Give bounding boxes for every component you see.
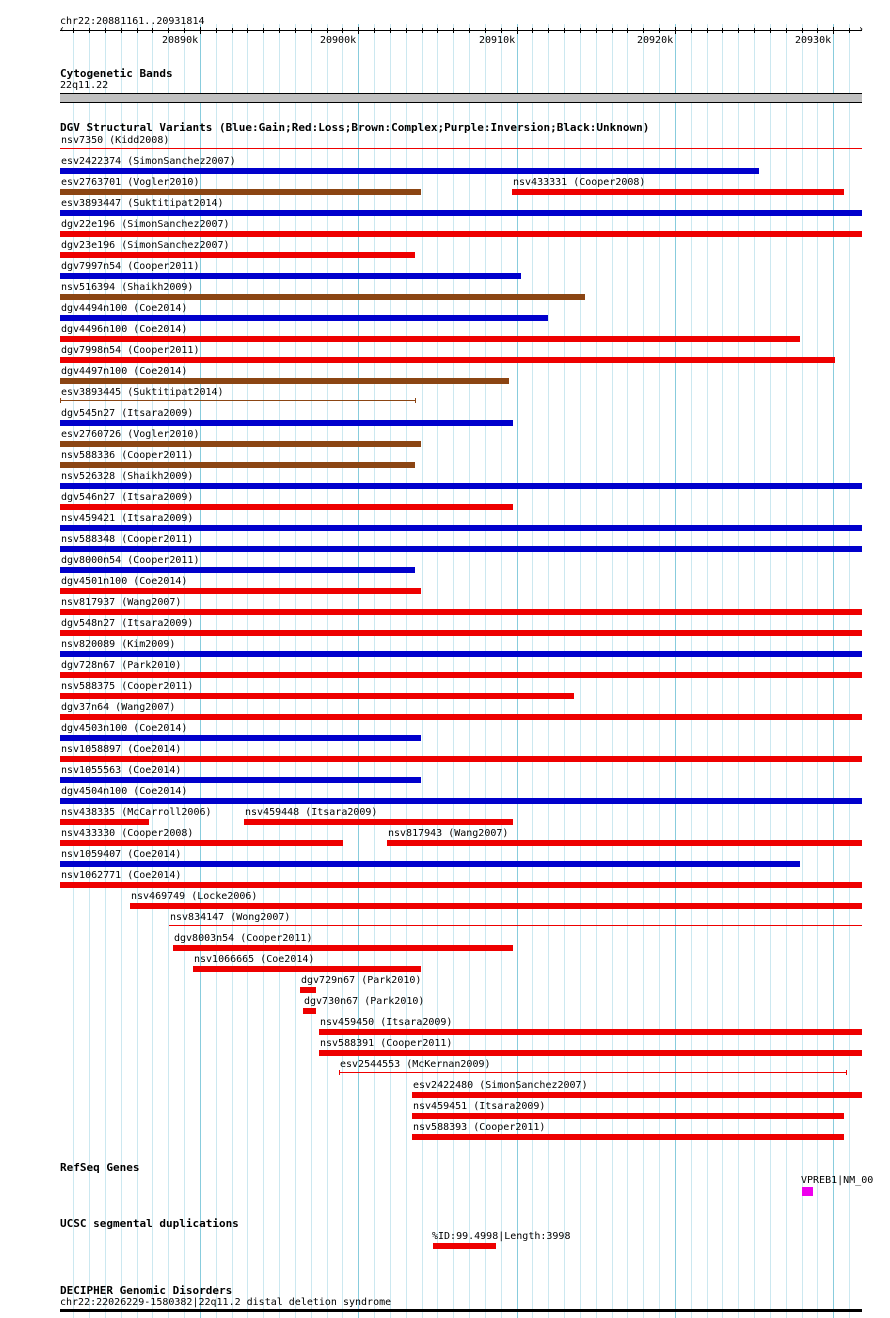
ruler-tick	[216, 28, 217, 33]
ruler-right-arrow-icon: ›	[858, 24, 865, 35]
dgv-variant-label: nsv1055563 (Coe2014)	[61, 765, 182, 776]
dgv-variant-label: nsv433330 (Cooper2008)	[61, 828, 194, 839]
ruler-tick	[770, 28, 771, 33]
ruler-tick	[311, 28, 312, 33]
dgv-variant-feature[interactable]	[339, 1072, 846, 1073]
dgv-variant-feature[interactable]	[60, 273, 521, 279]
decipher-label: chr22:22026229-1580382|22q11.2 distal deletion syndrome	[60, 1297, 392, 1308]
cytoband-label: 22q11.22	[60, 80, 109, 91]
dgv-variant-feature[interactable]	[60, 336, 800, 342]
dgv-variant-feature[interactable]	[60, 420, 513, 426]
dgv-variant-label: esv3893445 (Suktitipat2014)	[61, 387, 224, 398]
dgv-variant-label: nsv817943 (Wang2007)	[388, 828, 509, 839]
ruler-tick	[453, 28, 454, 33]
dgv-variant-feature[interactable]	[512, 189, 844, 195]
ruler-tick	[501, 28, 502, 33]
dgv-variant-label: esv2422480 (SimonSanchez2007)	[413, 1080, 588, 1091]
dgv-variant-feature[interactable]	[60, 483, 862, 489]
dgv-variant-label: nsv7350 (Kidd2008)	[61, 135, 170, 146]
dgv-variant-feature[interactable]	[412, 1092, 862, 1098]
dgv-variant-label: dgv728n67 (Park2010)	[61, 660, 182, 671]
dgv-variant-label: nsv459421 (Itsara2009)	[61, 513, 194, 524]
dgv-variant-label: dgv730n67 (Park2010)	[304, 996, 425, 1007]
ruler-tick	[802, 28, 803, 33]
ruler-tick	[849, 28, 850, 33]
dgv-variant-label: nsv588391 (Cooper2011)	[320, 1038, 453, 1049]
dgv-variant-label: dgv4504n100 (Coe2014)	[61, 786, 188, 797]
ruler-tick	[422, 28, 423, 33]
dgv-variant-label: esv3893447 (Suktitipat2014)	[61, 198, 224, 209]
dgv-variant-label: esv2760726 (Vogler2010)	[61, 429, 200, 440]
ruler-tick	[137, 28, 138, 33]
ruler-tick	[548, 28, 549, 33]
ruler-tick	[485, 28, 486, 33]
dgv-variant-feature[interactable]	[193, 966, 421, 972]
refseq-title: RefSeq Genes	[60, 1161, 140, 1174]
dgv-variant-label: nsv459451 (Itsara2009)	[413, 1101, 546, 1112]
dgv-variant-feature[interactable]	[169, 925, 862, 926]
dgv-variant-feature[interactable]	[60, 651, 862, 657]
ruler-tick-label: 20920k	[637, 35, 674, 46]
dgv-variant-label: nsv1058897 (Coe2014)	[61, 744, 182, 755]
dgv-variant-feature[interactable]	[387, 840, 862, 846]
dgv-variant-label: nsv588336 (Cooper2011)	[61, 450, 194, 461]
dgv-variant-feature[interactable]	[60, 189, 421, 195]
dgv-variant-label: dgv37n64 (Wang2007)	[61, 702, 176, 713]
ruler-tick	[121, 28, 122, 33]
ruler-tick	[564, 28, 565, 33]
ruler-tick	[722, 28, 723, 33]
dgv-variant-feature[interactable]	[60, 462, 415, 468]
ruler-tick	[738, 28, 739, 33]
ruler-tick	[73, 28, 74, 33]
dgv-variant-label: dgv8000n54 (Cooper2011)	[61, 555, 200, 566]
dgv-variant-label: esv2763701 (Vogler2010)	[61, 177, 200, 188]
refseq-gene-feature[interactable]	[802, 1187, 813, 1196]
dgv-variant-label: nsv459450 (Itsara2009)	[320, 1017, 453, 1028]
dgv-variant-feature[interactable]	[60, 357, 835, 363]
dgv-variant-feature[interactable]	[60, 840, 343, 846]
ruler-tick	[437, 28, 438, 33]
dgv-variant-feature[interactable]	[60, 798, 862, 804]
dgv-variant-label: dgv4501n100 (Coe2014)	[61, 576, 188, 587]
dgv-variant-label: nsv834147 (Wong2007)	[170, 912, 291, 923]
dgv-variant-feature[interactable]	[60, 756, 862, 762]
ruler-tick	[247, 28, 248, 33]
dgv-variant-feature[interactable]	[60, 378, 509, 384]
dgv-variant-feature[interactable]	[60, 672, 862, 678]
dgv-variant-label: dgv7998n54 (Cooper2011)	[61, 345, 200, 356]
dgv-variant-feature[interactable]	[244, 819, 513, 825]
ruler-tick	[517, 27, 518, 34]
dgv-variant-endcap	[60, 398, 61, 403]
dgv-variant-endcap	[339, 1070, 340, 1075]
ruler-tick	[184, 28, 185, 33]
dgv-variant-feature[interactable]	[130, 903, 862, 909]
dgv-variant-label: dgv548n27 (Itsara2009)	[61, 618, 194, 629]
ruler-tick	[200, 27, 201, 34]
cytoband-title: Cytogenetic Bands	[60, 67, 173, 80]
ruler-tick	[374, 28, 375, 33]
ruler-tick	[580, 28, 581, 33]
dgv-variant-label: nsv1059407 (Coe2014)	[61, 849, 182, 860]
dgv-variant-feature[interactable]	[60, 252, 415, 258]
dgv-variant-feature[interactable]	[60, 525, 862, 531]
ruler-tick	[279, 28, 280, 33]
dgv-variant-label: nsv1066665 (Coe2014)	[194, 954, 315, 965]
dgv-variant-feature[interactable]	[60, 714, 862, 720]
dgv-variant-feature[interactable]	[60, 735, 421, 741]
dgv-variant-label: nsv820089 (Kim2009)	[61, 639, 176, 650]
ruler-tick-label: 20910k	[479, 35, 516, 46]
dgv-variant-label: nsv433331 (Cooper2008)	[513, 177, 646, 188]
dgv-variant-label: dgv7997n54 (Cooper2011)	[61, 261, 200, 272]
ruler-tick	[295, 28, 296, 33]
ruler-tick	[168, 28, 169, 33]
dgv-variant-feature[interactable]	[412, 1134, 844, 1140]
ruler-tick	[327, 28, 328, 33]
dgv-variant-label: dgv4503n100 (Coe2014)	[61, 723, 188, 734]
ruler-tick	[89, 28, 90, 33]
dgv-variant-feature[interactable]	[60, 441, 421, 447]
ruler-tick	[691, 28, 692, 33]
dgv-title: DGV Structural Variants (Blue:Gain;Red:Loss;Brown:Complex;Purple:Inversion;Black:Unknown)	[60, 121, 650, 134]
dgv-variant-label: dgv729n67 (Park2010)	[301, 975, 422, 986]
ruler-tick	[469, 28, 470, 33]
ruler-tick	[390, 28, 391, 33]
dgv-variant-label: esv2422374 (SimonSanchez2007)	[61, 156, 236, 167]
segdup-title: UCSC segmental duplications	[60, 1217, 239, 1230]
dgv-variant-feature[interactable]	[60, 630, 862, 636]
ruler-tick	[627, 28, 628, 33]
ruler-tick	[263, 28, 264, 33]
ruler-tick	[612, 28, 613, 33]
ruler-tick	[406, 28, 407, 33]
dgv-variant-feature[interactable]	[60, 504, 513, 510]
dgv-variant-feature[interactable]	[60, 400, 415, 401]
decipher-title: DECIPHER Genomic Disorders	[60, 1284, 233, 1297]
dgv-variant-feature[interactable]	[319, 1050, 862, 1056]
dgv-variant-feature[interactable]	[173, 945, 513, 951]
dgv-variant-label: nsv588348 (Cooper2011)	[61, 534, 194, 545]
dgv-variant-feature[interactable]	[60, 693, 574, 699]
ruler-tick	[643, 28, 644, 33]
ruler-tick	[659, 28, 660, 33]
dgv-variant-label: nsv526328 (Shaikh2009)	[61, 471, 194, 482]
ruler-axis	[60, 30, 862, 31]
dgv-variant-label: dgv4496n100 (Coe2014)	[61, 324, 188, 335]
ruler-tick	[152, 28, 153, 33]
dgv-variant-label: esv2544553 (McKernan2009)	[340, 1059, 491, 1070]
dgv-variant-feature[interactable]	[60, 168, 759, 174]
ruler-tick-label: 20900k	[320, 35, 357, 46]
ruler-tick	[707, 28, 708, 33]
ruler-tick	[532, 28, 533, 33]
dgv-variant-label: nsv438335 (McCarroll2006)	[61, 807, 212, 818]
dgv-variant-feature[interactable]	[412, 1113, 844, 1119]
ruler-tick	[342, 28, 343, 33]
ruler-range-label: chr22:20881161..20931814	[60, 16, 205, 27]
dgv-variant-feature[interactable]	[60, 546, 862, 552]
segdup-feature[interactable]	[433, 1243, 496, 1249]
dgv-variant-label: dgv8003n54 (Cooper2011)	[174, 933, 313, 944]
dgv-variant-feature[interactable]	[60, 294, 585, 300]
dgv-variant-feature[interactable]	[60, 210, 862, 216]
ruler-tick	[232, 28, 233, 33]
dgv-variant-feature[interactable]	[300, 987, 316, 993]
dgv-variant-feature[interactable]	[303, 1008, 316, 1014]
cytoband-bar[interactable]	[60, 93, 862, 103]
dgv-variant-label: dgv4494n100 (Coe2014)	[61, 303, 188, 314]
dgv-variant-label: nsv469749 (Locke2006)	[131, 891, 258, 902]
ruler-tick	[358, 27, 359, 34]
ruler-tick	[596, 28, 597, 33]
ruler-tick	[105, 28, 106, 33]
dgv-variant-label: nsv459448 (Itsara2009)	[245, 807, 378, 818]
dgv-variant-feature[interactable]	[60, 588, 421, 594]
dgv-variant-label: dgv22e196 (SimonSanchez2007)	[61, 219, 230, 230]
ruler-tick	[786, 28, 787, 33]
refseq-gene-label: VPREB1|NM_00	[801, 1175, 874, 1186]
dgv-variant-feature[interactable]	[60, 148, 862, 149]
dgv-variant-feature[interactable]	[319, 1029, 862, 1035]
decipher-feature[interactable]	[60, 1309, 862, 1312]
ruler-tick	[754, 28, 755, 33]
dgv-variant-label: nsv1062771 (Coe2014)	[61, 870, 182, 881]
dgv-variant-feature[interactable]	[60, 819, 149, 825]
dgv-variant-feature[interactable]	[60, 567, 415, 573]
dgv-variant-feature[interactable]	[60, 861, 800, 867]
dgv-variant-label: dgv545n27 (Itsara2009)	[61, 408, 194, 419]
dgv-variant-label: dgv546n27 (Itsara2009)	[61, 492, 194, 503]
ruler-tick-label: 20890k	[162, 35, 199, 46]
ruler-tick	[833, 27, 834, 34]
dgv-variant-label: nsv817937 (Wang2007)	[61, 597, 182, 608]
dgv-variant-feature[interactable]	[60, 609, 862, 615]
dgv-variant-label: dgv23e196 (SimonSanchez2007)	[61, 240, 230, 251]
ruler-tick-label: 20930k	[795, 35, 832, 46]
dgv-variant-label: nsv588393 (Cooper2011)	[413, 1122, 546, 1133]
dgv-variant-endcap	[415, 398, 416, 403]
dgv-variant-feature[interactable]	[60, 882, 862, 888]
dgv-variant-feature[interactable]	[60, 315, 548, 321]
ruler-left-arrow-icon: ‹	[59, 24, 66, 35]
dgv-variant-feature[interactable]	[60, 777, 421, 783]
segdup-label: %ID:99.4998|Length:3998	[432, 1231, 571, 1242]
dgv-variant-label: nsv588375 (Cooper2011)	[61, 681, 194, 692]
dgv-variant-endcap	[846, 1070, 847, 1075]
dgv-variant-label: dgv4497n100 (Coe2014)	[61, 366, 188, 377]
dgv-variant-feature[interactable]	[60, 231, 862, 237]
dgv-variant-label: nsv516394 (Shaikh2009)	[61, 282, 194, 293]
ruler-tick	[675, 27, 676, 34]
ruler-tick	[817, 28, 818, 33]
